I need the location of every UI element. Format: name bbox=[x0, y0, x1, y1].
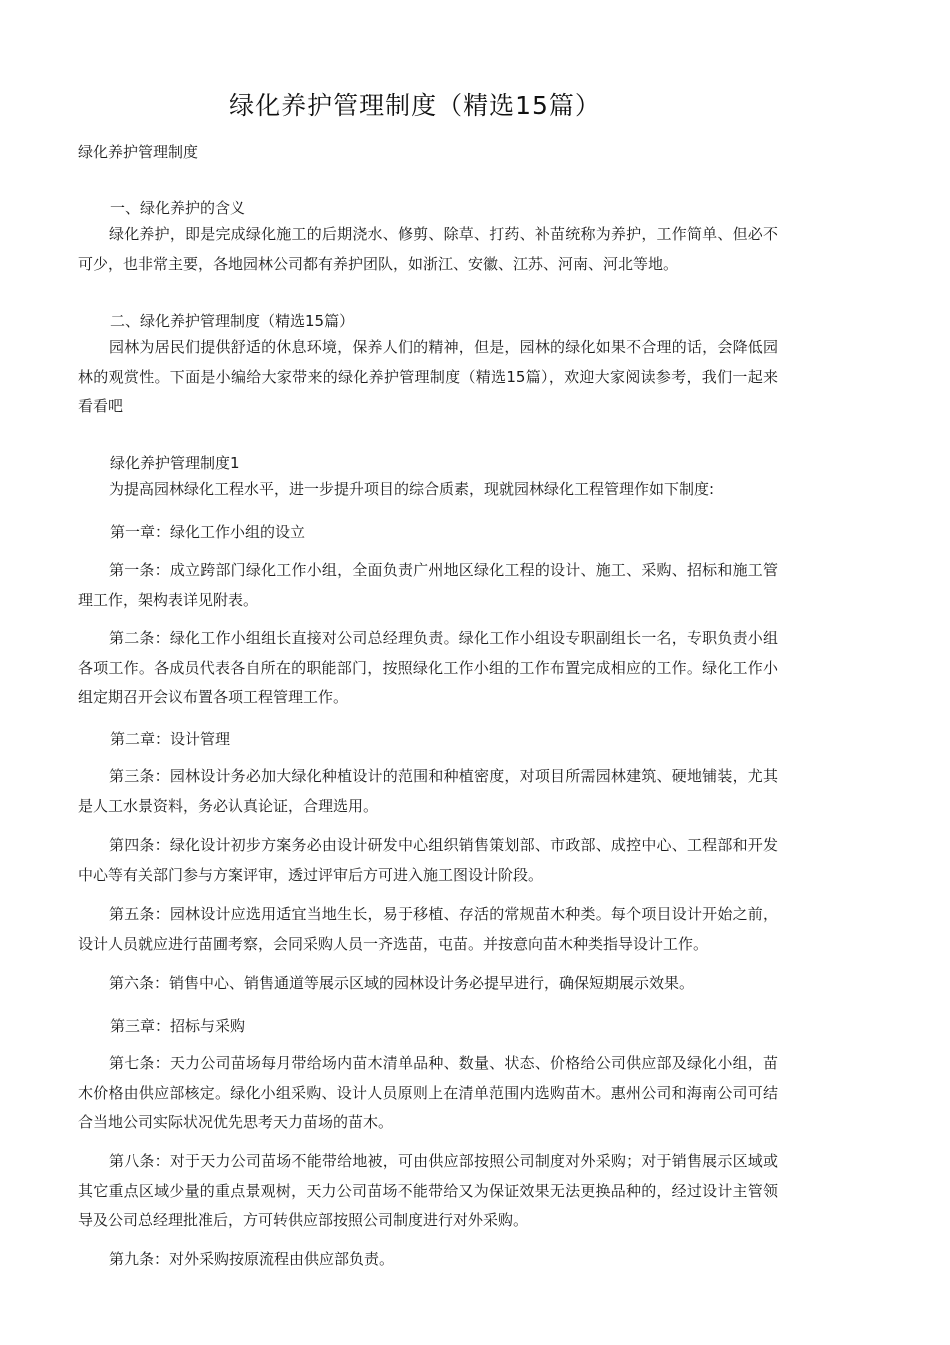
document-title: 绿化养护管理制度（精选15篇） bbox=[229, 91, 601, 120]
document-subtitle: 绿化养护管理制度 bbox=[78, 143, 199, 161]
clause-3: 第三条：园林设计务必加大绿化种植设计的范围和种植密度，对项目所需园林建筑、硬地铺装，尤其是人工水景资料，务必认真论证，合理选用。 bbox=[78, 767, 778, 815]
chapter-3-heading: 第三章：招标与采购 bbox=[110, 1017, 246, 1035]
section-2-heading: 二、绿化养护管理制度（精选15篇） bbox=[110, 312, 355, 330]
clause-2: 第二条：绿化工作小组组长直接对公司总经理负责。绿化工作小组设专职副组长一名，专职负责小组各项工作。各成员代表各自所在的职能部门，按照绿化工作小组的工作布置完成相应的工作。绿化工作小组定期召开会议布置各项工程管理工作。 bbox=[78, 629, 778, 706]
chapter-1-heading: 第一章：绿化工作小组的设立 bbox=[110, 523, 306, 541]
clause-5: 第五条：园林设计应选用适宜当地生长，易于移植、存活的常规苗木种类。每个项目设计开始之前，设计人员就应进行苗圃考察，会同采购人员一齐选苗，屯苗。并按意向苗木种类指导设计工作。 bbox=[78, 905, 778, 953]
clause-6: 第六条：销售中心、销售通道等展示区域的园林设计务必提早进行，确保短期展示效果。 bbox=[109, 974, 695, 992]
clause-1: 第一条：成立跨部门绿化工作小组，全面负责广州地区绿化工程的设计、施工、采购、招标和施工管理工作，架构表详见附表。 bbox=[78, 561, 778, 609]
clause-4: 第四条：绿化设计初步方案务必由设计研发中心组织销售策划部、市政部、成控中心、工程部和开发中心等有关部门参与方案评审，透过评审后方可进入施工图设计阶段。 bbox=[78, 836, 778, 884]
section-1-body: 绿化养护，即是完成绿化施工的后期浇水、修剪、除草、打药、补苗统称为养护，工作简单、但必不可少，也非常主要，各地园林公司都有养护团队，如浙江、安徽、江苏、河南、河北等地。 bbox=[78, 225, 778, 273]
section-1-heading: 一、绿化养护的含义 bbox=[110, 199, 246, 217]
chapter-2-heading: 第二章：设计管理 bbox=[110, 730, 231, 748]
article-1-intro: 为提高园林绿化工程水平，进一步提升项目的综合质素，现就园林绿化工程管理作如下制度: bbox=[109, 480, 715, 498]
clause-8: 第八条：对于天力公司苗场不能带给地被，可由供应部按照公司制度对外采购；对于销售展示区域或其它重点区域少量的重点景观树，天力公司苗场不能带给又为保证效果无法更换品种的，经过设计主管领导及公司总经理批准后，方可转供应部按照公司制度进行对外采购。 bbox=[78, 1152, 778, 1229]
clause-7: 第七条：天力公司苗场每月带给场内苗木清单品种、数量、状态、价格给公司供应部及绿化小组，苗木价格由供应部核定。绿化小组采购、设计人员原则上在清单范围内选购苗木。惠州公司和海南公司可结合当地公司实际状况优先思考天力苗场的苗木。 bbox=[78, 1054, 778, 1131]
article-1-heading: 绿化养护管理制度1 bbox=[110, 454, 240, 472]
section-2-body: 园林为居民们提供舒适的休息环境，保养人们的精神，但是，园林的绿化如果不合理的话，会降低园林的观赏性。下面是小编给大家带来的绿化养护管理制度（精选15篇），欢迎大家阅读参考，我们一起来看看吧 bbox=[78, 338, 778, 415]
clause-9: 第九条：对外采购按原流程由供应部负责。 bbox=[109, 1250, 395, 1268]
